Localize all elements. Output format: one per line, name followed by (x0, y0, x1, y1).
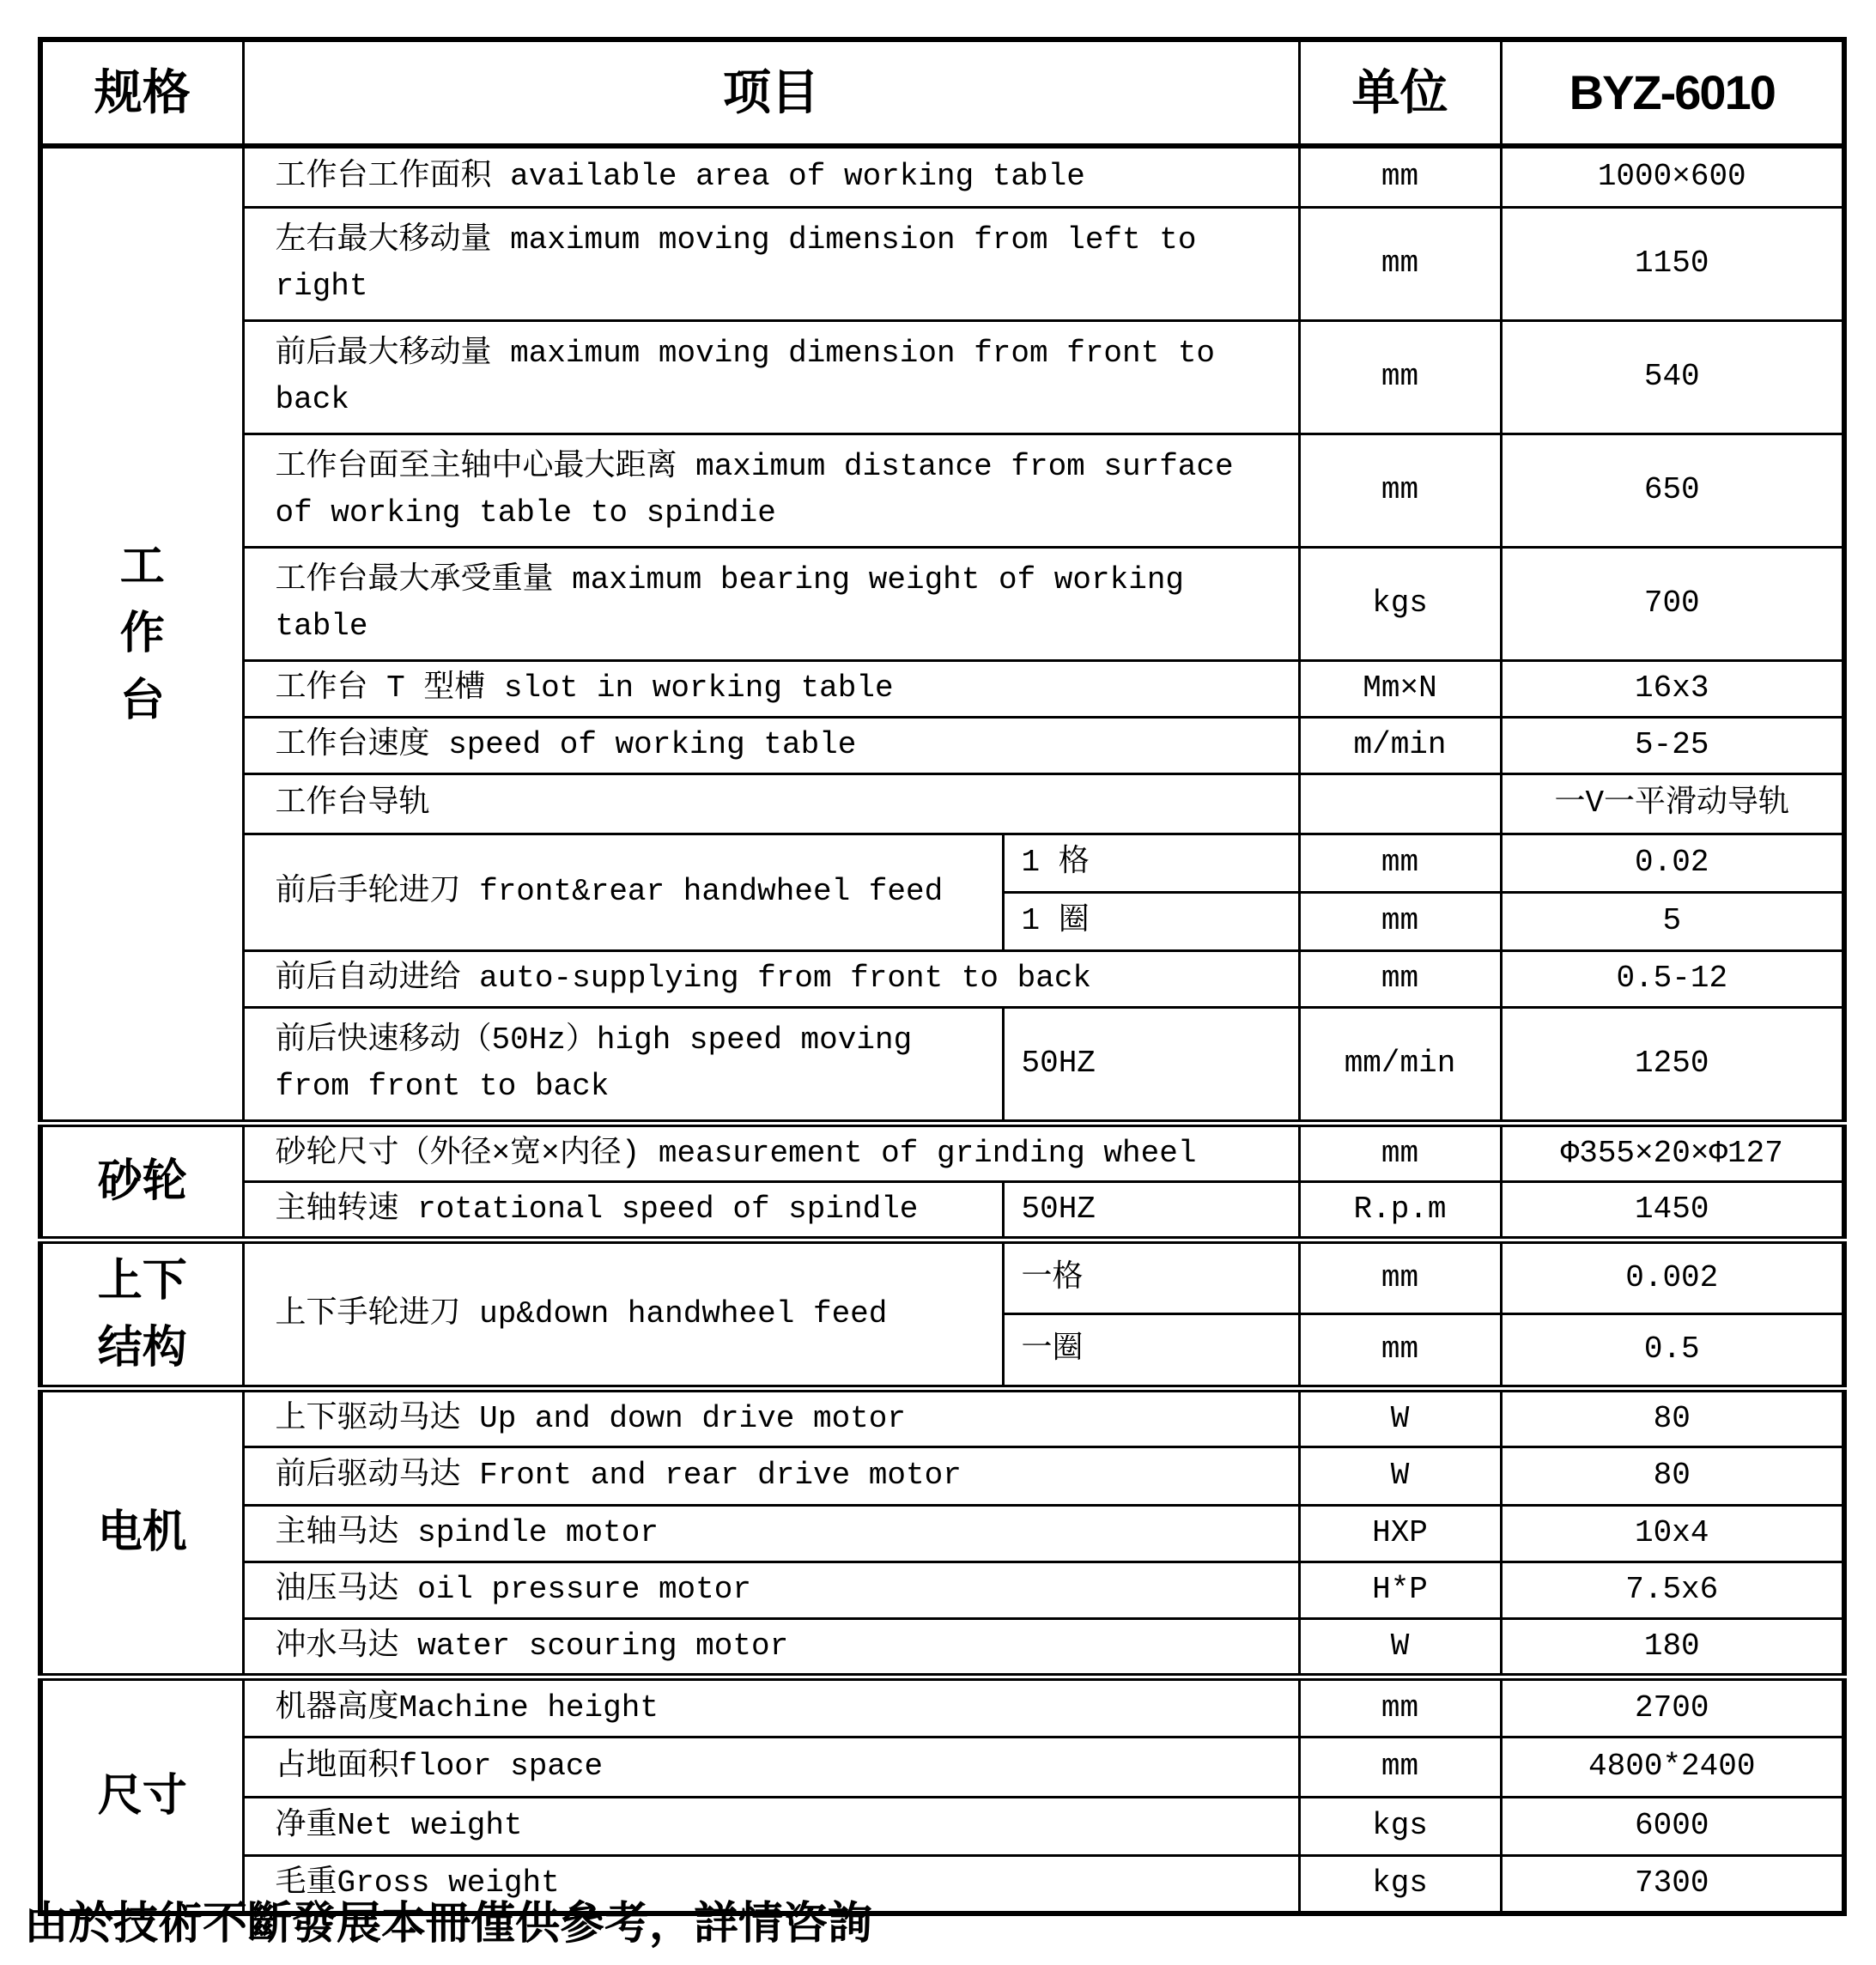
table-row (40, 1123, 1844, 1181)
table-row (40, 773, 1844, 834)
sub-item-cell: 50HZ (1003, 1181, 1299, 1240)
table-row (40, 1677, 1844, 1737)
sub-item-cell: 1 圈 (1003, 892, 1299, 950)
value-cell: 700 (1501, 547, 1844, 660)
value-cell: 5 (1501, 892, 1844, 950)
table-row (40, 1737, 1844, 1797)
table-row (40, 146, 1844, 207)
value-cell: 80 (1501, 1446, 1844, 1505)
table-row (40, 1446, 1844, 1505)
value-cell: Φ355×20×Φ127 (1501, 1123, 1844, 1181)
item-cell: 前后快速移动（50Hz）high speed moving from front to back (243, 1007, 1003, 1123)
unit-cell: mm (1299, 834, 1501, 892)
item-cell: 前后最大移动量 maximum moving dimension from front to back (243, 320, 1299, 434)
unit-cell: W (1299, 1446, 1501, 1505)
unit-cell: kgs (1299, 1855, 1501, 1913)
table-row (40, 834, 1844, 892)
item-cell: 左右最大移动量 maximum moving dimension from left to right (243, 207, 1299, 320)
table-row (40, 320, 1844, 434)
item-cell: 净重Net weight (243, 1797, 1299, 1855)
item-cell: 工作台最大承受重量 maximum bearing weight of working table (243, 547, 1299, 660)
table-row (40, 1797, 1844, 1855)
unit-cell: kgs (1299, 1797, 1501, 1855)
unit-cell: mm (1299, 320, 1501, 434)
table-row (40, 1181, 1844, 1240)
sub-item-cell: 一圈 (1003, 1314, 1299, 1389)
item-cell: 毛重Gross weight (243, 1855, 1299, 1913)
value-cell: 1150 (1501, 207, 1844, 320)
item-cell: 主轴马达 spindle motor (243, 1505, 1299, 1562)
item-cell: 机器高度Machine height (243, 1677, 1299, 1737)
footer-note: 由於技術不斷發展本冊僅供參考，詳情咨詢 (24, 1899, 873, 1949)
value-cell: 4800*2400 (1501, 1737, 1844, 1797)
table-row (40, 1562, 1844, 1618)
unit-cell: H*P (1299, 1562, 1501, 1618)
item-cell: 前后手轮进刀 front&rear handwheel feed (243, 834, 1003, 950)
table-row (40, 717, 1844, 773)
value-cell: 6000 (1501, 1797, 1844, 1855)
value-cell: 1450 (1501, 1181, 1844, 1240)
unit-cell: HXP (1299, 1505, 1501, 1562)
spec-group-cell: 砂轮 (40, 1123, 243, 1240)
item-cell: 砂轮尺寸（外径×宽×内径) measurement of grinding wheel (243, 1123, 1299, 1181)
unit-cell: kgs (1299, 547, 1501, 660)
item-cell: 冲水马达 water scouring motor (243, 1618, 1299, 1677)
unit-cell: mm (1299, 434, 1501, 547)
spec-table (38, 37, 1847, 1916)
item-cell: 前后自动进给 auto-supplying from front to back (243, 950, 1299, 1007)
unit-cell: mm/min (1299, 1007, 1501, 1123)
value-cell: 7.5x6 (1501, 1562, 1844, 1618)
unit-cell: mm (1299, 892, 1501, 950)
unit-cell: Mm×N (1299, 660, 1501, 717)
value-cell: 80 (1501, 1388, 1844, 1446)
table-row (40, 660, 1844, 717)
table-row (40, 1007, 1844, 1123)
value-cell: 0.5-12 (1501, 950, 1844, 1007)
spec-table-body (40, 146, 1844, 1913)
unit-cell: mm (1299, 1677, 1501, 1737)
spec-group-cell: 尺寸 (40, 1677, 243, 1913)
value-cell: 7300 (1501, 1855, 1844, 1913)
item-cell: 工作台速度 speed of working table (243, 717, 1299, 773)
value-cell: 10x4 (1501, 1505, 1844, 1562)
item-cell: 油压马达 oil pressure motor (243, 1562, 1299, 1618)
value-cell: 0.002 (1501, 1240, 1844, 1314)
table-row (40, 207, 1844, 320)
unit-cell (1299, 773, 1501, 834)
sub-item-cell: 1 格 (1003, 834, 1299, 892)
item-cell: 工作台工作面积 available area of working table (243, 146, 1299, 207)
item-cell: 上下驱动马达 Up and down drive motor (243, 1388, 1299, 1446)
header-item-cell: 项目 (243, 39, 1299, 146)
item-cell: 工作台 T 型槽 slot in working table (243, 660, 1299, 717)
unit-cell: W (1299, 1388, 1501, 1446)
value-cell: 16x3 (1501, 660, 1844, 717)
unit-cell: W (1299, 1618, 1501, 1677)
unit-cell: mm (1299, 207, 1501, 320)
table-row (40, 1505, 1844, 1562)
unit-cell: R.p.m (1299, 1181, 1501, 1240)
spec-group-cell: 工 作 台 (40, 146, 243, 1123)
unit-cell: mm (1299, 1240, 1501, 1314)
value-cell: 540 (1501, 320, 1844, 434)
item-cell: 上下手轮进刀 up&down handwheel feed (243, 1240, 1003, 1388)
item-cell: 主轴转速 rotational speed of spindle (243, 1181, 1003, 1240)
unit-cell: mm (1299, 1123, 1501, 1181)
value-cell: 180 (1501, 1618, 1844, 1677)
table-row (40, 950, 1844, 1007)
value-cell: 0.5 (1501, 1314, 1844, 1389)
sub-item-cell: 50HZ (1003, 1007, 1299, 1123)
item-cell: 占地面积floor space (243, 1737, 1299, 1797)
value-cell: 5-25 (1501, 717, 1844, 773)
spec-group-cell: 电机 (40, 1388, 243, 1677)
table-row (40, 547, 1844, 660)
value-cell: 一V一平滑动导轨 (1501, 773, 1844, 834)
item-cell: 工作台导轨 (243, 773, 1299, 834)
value-cell: 650 (1501, 434, 1844, 547)
sub-item-cell: 一格 (1003, 1240, 1299, 1314)
unit-cell: m/min (1299, 717, 1501, 773)
header-unit-cell: 单位 (1299, 39, 1501, 146)
unit-cell: mm (1299, 1737, 1501, 1797)
item-cell: 工作台面至主轴中心最大距离 maximum distance from surface of working table to spindie (243, 434, 1299, 547)
value-cell: 0.02 (1501, 834, 1844, 892)
table-header-row (40, 39, 1844, 146)
table-row (40, 1388, 1844, 1446)
value-cell: 2700 (1501, 1677, 1844, 1737)
table-row (40, 434, 1844, 547)
spec-group-cell: 上下 结构 (40, 1240, 243, 1388)
value-cell: 1000×600 (1501, 146, 1844, 207)
unit-cell: mm (1299, 146, 1501, 207)
unit-cell: mm (1299, 950, 1501, 1007)
table-row (40, 1240, 1844, 1314)
table-row (40, 1618, 1844, 1677)
header-model-cell: BYZ-6010 (1501, 39, 1844, 146)
value-cell: 1250 (1501, 1007, 1844, 1123)
unit-cell: mm (1299, 1314, 1501, 1389)
item-cell: 前后驱动马达 Front and rear drive motor (243, 1446, 1299, 1505)
header-spec-cell: 规格 (40, 39, 243, 146)
